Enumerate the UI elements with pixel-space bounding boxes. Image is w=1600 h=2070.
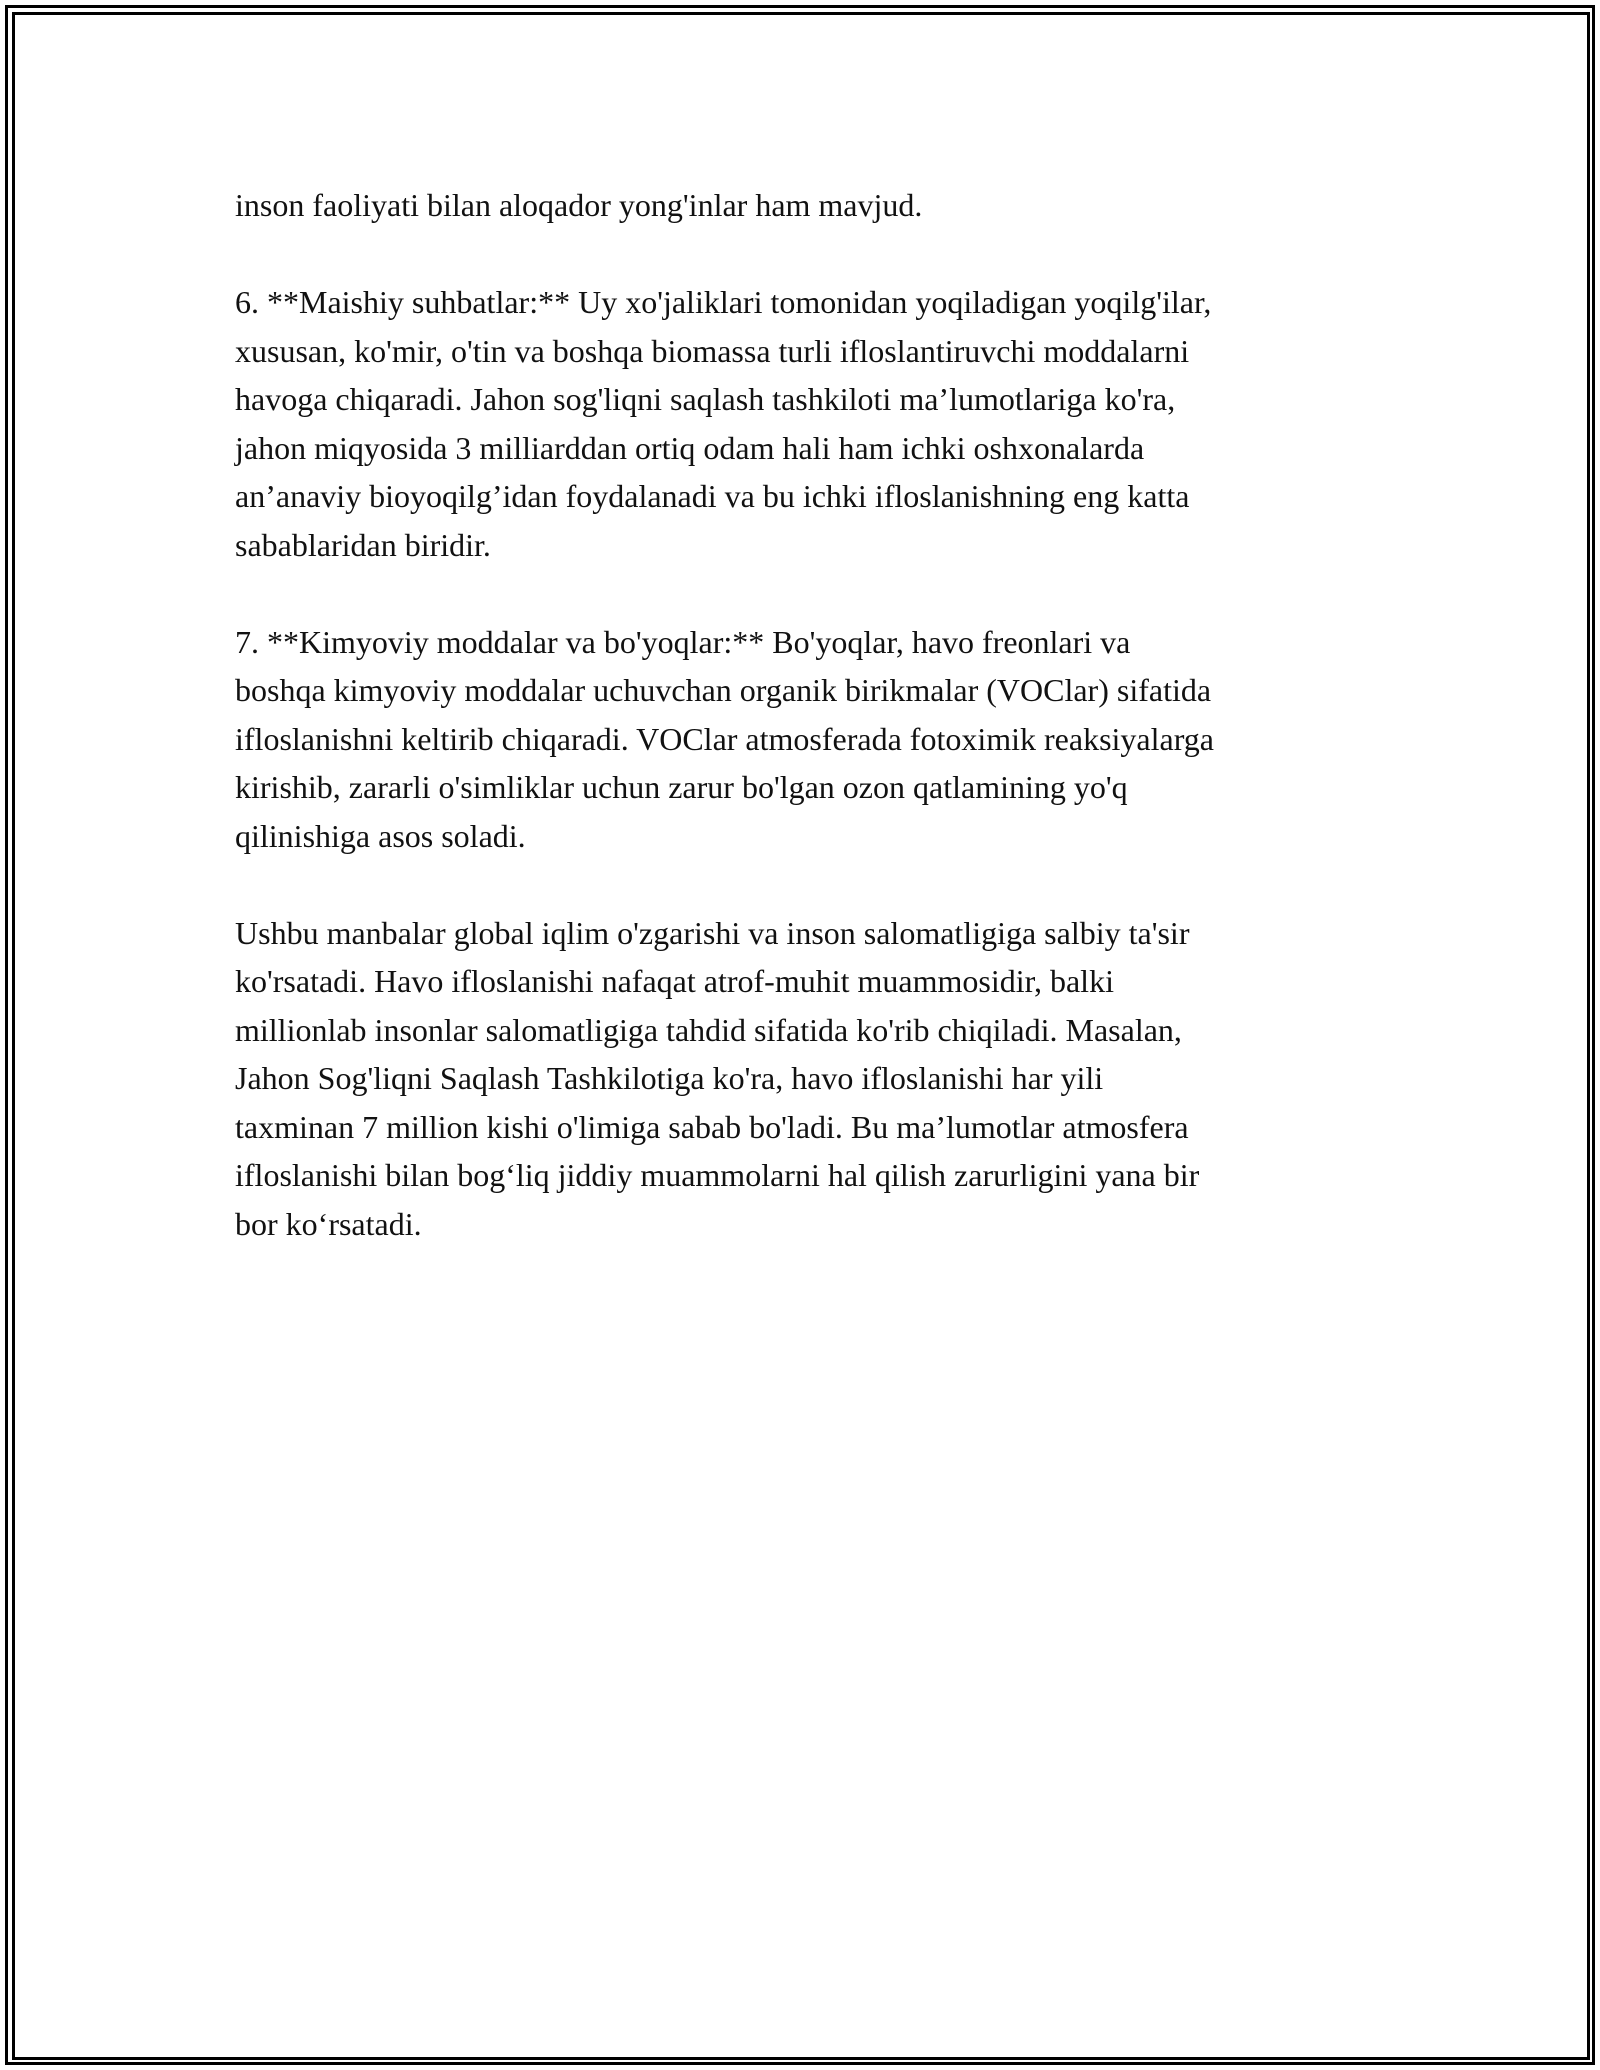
paragraph-household-fuels: 6. **Maishiy suhbatlar:** Uy xo'jaliklari tomonidan yoqiladigan yoqilg'ilar, xususan, ko'mir, o'tin va boshqa biomassa turli ifloslantiruvchi moddalarni havoga chiqaradi. Jahon sog'liqni saqlash tashkiloti ma’lumotlariga ko'ra, jahon miqyosida 3 milliarddan ortiq odam hali ham ichki oshxonalarda an’anaviy bioyoqilg’idan foydalanadi va bu ichki ifloslanishning eng katta sabablaridan biridir. (235, 284, 1212, 563)
paragraph-conclusion: Ushbu manbalar global iqlim o'zgarishi va inson salomatligiga salbiy ta'sir ko'rsatadi. Havo ifloslanishi nafaqat atrof-muhit muammosidir, balki millionlab insonlar salomatligiga tahdid sifatida ko'rib chiqiladi. Masalan, Jahon Sog'liqni Saqlash Tashkilotiga ko'ra, havo ifloslanishi har yili taxminan 7 million kishi o'limiga sabab bo'ladi. Bu ma’lumotlar atmosfera ifloslanishi bilan bog‘liq jiddiy muammolarni hal qilish zarurligini yana bir bor ko‘rsatadi. (235, 914, 1200, 1242)
document-body (235, 181, 1385, 1297)
paragraph-chemicals-paints: 7. **Kimyoviy moddalar va bo'yoqlar:** Bo'yoqlar, havo freonlari va boshqa kimyoviy moddalar uchuvchan organik birikmalar (VOClar) sifatida ifloslanishni keltirib chiqaradi. VOClar atmosferada fotoximik reaksiyalarga kirishib, zararli o'simliklar uchun zarur bo'lgan ozon qatlamining yo'q qilinishiga asos soladi. (235, 623, 1214, 854)
paragraph-fires-continuation: inson faoliyati bilan aloqador yong'inlar ham mavjud. (235, 187, 923, 223)
